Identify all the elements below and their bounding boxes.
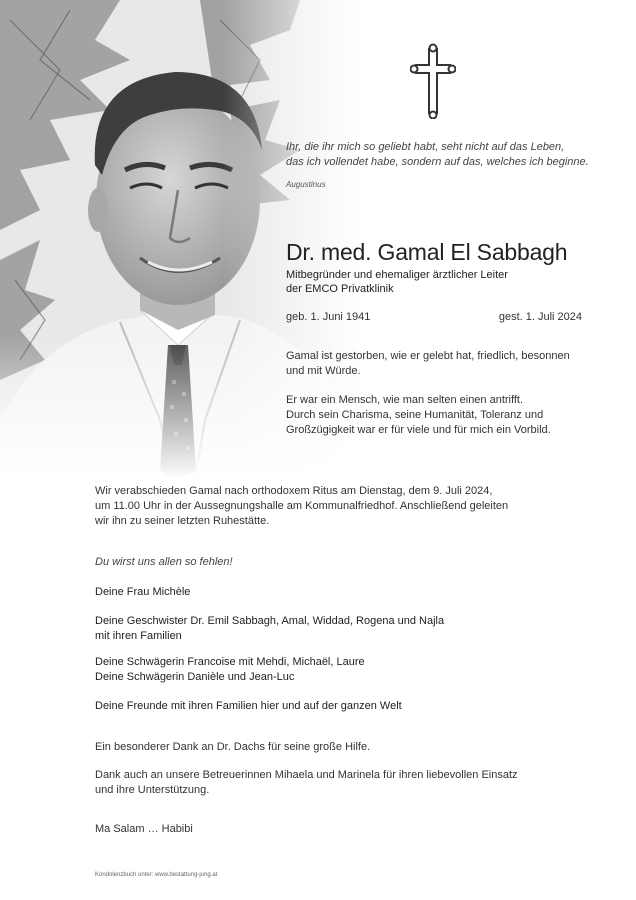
quote-line: Ihr, die ihr mich so geliebt habt, seht nicht auf das Leben, xyxy=(286,141,565,153)
text-line: Deine Geschwister Dr. Emil Sabbagh, Amal, Widdad, Rogena und Najla xyxy=(95,615,445,627)
tribute-paragraph-1 xyxy=(286,349,606,379)
text-line: Deine Schwägerin Danièle und Jean-Luc xyxy=(95,671,295,683)
tribute-paragraph-2 xyxy=(286,393,606,438)
text-line: Deine Schwägerin Francoise mit Mehdi, Michaël, Laure xyxy=(95,656,365,668)
closing-line: Ma Salam … Habibi xyxy=(95,823,193,835)
quote-line: das ich vollendet habe, sondern auf das, welches ich beginne. xyxy=(286,156,589,168)
text-line: Dank auch an unsere Betreuerinnen Mihaela und Marinela für ihren liebevollen Einsatz xyxy=(95,769,518,781)
quote-author: Augustinus xyxy=(286,180,326,189)
text-line: um 11.00 Uhr in der Aussegnungshalle am Kommunalfriedhof. Anschließend geleiten xyxy=(95,500,509,512)
text-line: und ihre Unterstützung. xyxy=(95,784,210,796)
text-line: Großzügigkeit war er für viele und für mich ein Vorbild. xyxy=(286,424,551,436)
role-line: Mitbegründer und ehemaliger ärztlicher Leiter xyxy=(286,269,508,281)
quote xyxy=(286,140,616,170)
missed-line: Du wirst uns allen so fehlen! xyxy=(95,556,233,568)
role-line: der EMCO Privatklinik xyxy=(286,283,394,295)
thanks-doctor: Ein besonderer Dank an Dr. Dachs für seine große Hilfe. xyxy=(95,741,371,753)
family-sisters-in-law xyxy=(95,655,555,685)
death-date: gest. 1. Juli 2024 xyxy=(498,311,582,323)
family-friends: Deine Freunde mit ihren Familien hier und auf der ganzen Welt xyxy=(95,700,402,712)
text-line: wir ihn zu seiner letzten Ruhestätte. xyxy=(95,515,270,527)
thanks-caregivers xyxy=(95,768,565,798)
funeral-announcement xyxy=(95,484,535,529)
text-line: Wir verabschieden Gamal nach orthodoxem Ritus am Dienstag, dem 9. Juli 2024, xyxy=(95,485,493,497)
family-siblings xyxy=(95,614,555,644)
text-line: und mit Würde. xyxy=(286,365,361,377)
text-line: mit ihren Familien xyxy=(95,630,182,642)
birth-date: geb. 1. Juni 1941 xyxy=(286,311,371,323)
cross-icon xyxy=(410,43,456,119)
text-line: Gamal ist gestorben, wie er gelebt hat, friedlich, besonnen xyxy=(286,350,570,362)
family-wife: Deine Frau Michèle xyxy=(95,586,191,598)
condolence-footer: Kondolenzbuch unter: www.bestattung-jung.at xyxy=(95,872,218,878)
deceased-role xyxy=(286,268,508,296)
text-line: Durch sein Charisma, seine Humanität, Toleranz und xyxy=(286,409,544,421)
deceased-name: Dr. med. Gamal El Sabbagh xyxy=(286,239,568,265)
text-line: Er war ein Mensch, wie man selten einen antrifft. xyxy=(286,394,524,406)
